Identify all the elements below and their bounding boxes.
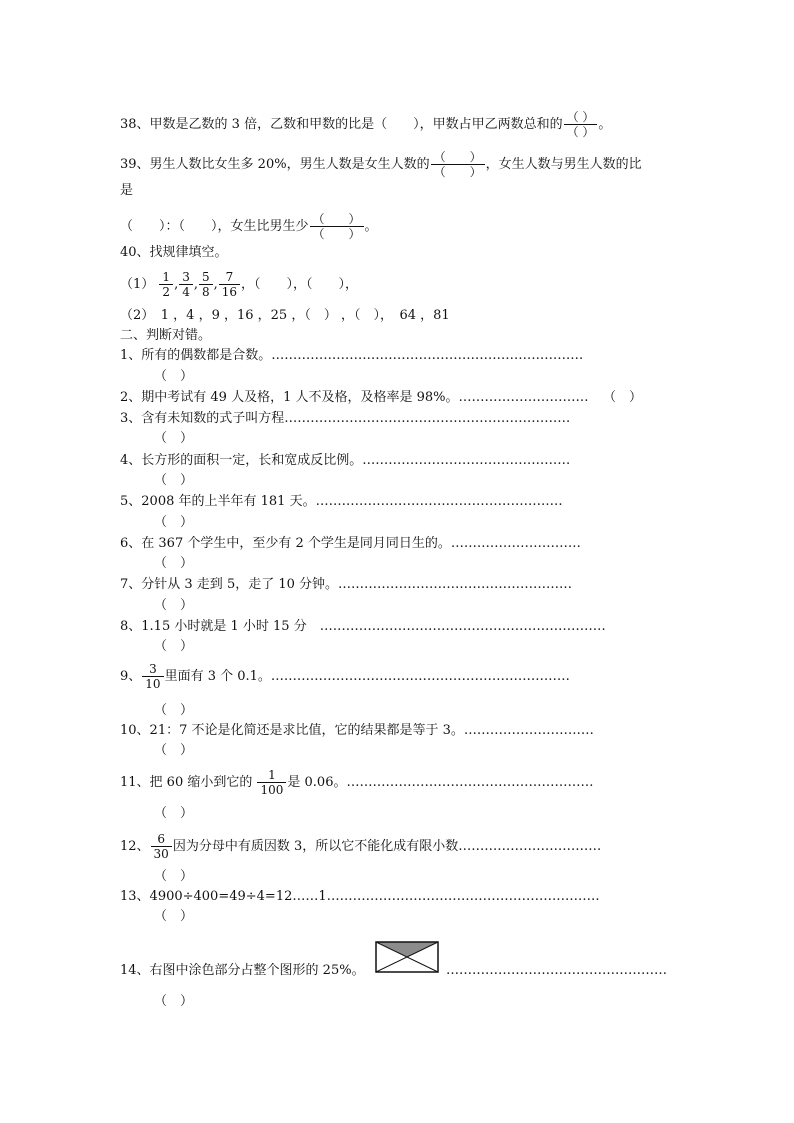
answer-paren[interactable]: （ ） — [603, 390, 643, 405]
fraction: $\frac{6}{30}$ — [151, 832, 172, 861]
q39-fraction-blank-2[interactable]: $\frac{( )}{( )}$ — [310, 212, 364, 241]
answer-paren[interactable]: （ ） — [154, 743, 194, 758]
q39-line3: （ ）：（ ），女生比男生少 $\frac{( )}{( )}$ 。 — [120, 212, 378, 241]
judge-item-13: 13、4900÷400=49÷4=12……1……………………………………………………… — [120, 889, 600, 904]
q38-fraction-blank[interactable]: $\frac{( )}{( )}$ — [564, 110, 598, 139]
q39-ratio-blank[interactable]: （ ）：（ ），女生比男生少 — [120, 219, 309, 234]
answer-paren[interactable]: （ ） — [154, 473, 194, 488]
answer-paren[interactable]: （ ） — [154, 703, 194, 718]
fraction: $\frac{1}{100}$ — [257, 768, 286, 797]
q40-sub2[interactable]: （2） 1 ，4 ，9 ，16 ，25 ，（ ） ，（ ）， 64 ，81 — [120, 308, 450, 323]
judge-item-4: 4、长方形的面积一定，长和宽成反比例。………………………………………… — [120, 453, 571, 468]
q39-text: 39、男生人数比女生多 20%，男生人数是女生人数的 — [120, 157, 430, 172]
judge-item-8: 8、1.15 小时就是 1 小时 15 分 ………………………………………………………… — [120, 619, 606, 634]
answer-paren[interactable]: （ ） — [154, 639, 194, 654]
q40-sub1: （1） $\frac{1}{2}$ , $\frac{3}{4}$ , $\frac{5}{8}$ , $\frac{7}{16}$ ，（ ），（ ）， — [120, 270, 359, 299]
sequence-fraction: $\frac{1}{2}$ — [159, 270, 173, 299]
question-38: 38、甲数是乙数的 3 倍，乙数和甲数的比是（ ），甲数占甲乙两数总和的 $\frac{( )}{( )}$ 。 — [120, 110, 612, 139]
answer-paren[interactable]: （ ） — [154, 556, 194, 571]
question-40-title: 40、找规律填空。 — [120, 245, 228, 260]
judge-item-7: 7、分针从 3 走到 5，走了 10 分钟。……………………………………………… — [120, 577, 573, 592]
sequence-fraction: $\frac{7}{16}$ — [219, 270, 240, 299]
judge-item-6: 6、在 367 个学生中，至少有 2 个学生是同月同日生的。………………………… — [120, 536, 581, 551]
judge-item-9: 9、 $\frac{3}{10}$ 里面有 3 个 0.1。…………………………………………………………… — [120, 662, 570, 691]
judge-item-2: 2、期中考试有 49 人及格，1 人不及格，及格率是 98%。………………………… — [120, 390, 589, 405]
judge-item-14: 14、右图中涂色部分占整个图形的 25%。 — [120, 963, 365, 978]
envelope-figure — [375, 941, 439, 973]
q40-sub1-blanks[interactable]: ，（ ），（ ）， — [241, 277, 359, 292]
judge-item-10: 10、21：7 不论是化简还是求比值，它的结果都是等于 3。………………………… — [120, 723, 594, 738]
q39-fraction-blank[interactable]: $\frac{( )}{( )}$ — [431, 150, 485, 179]
answer-paren[interactable]: （ ） — [154, 909, 194, 924]
q39-line2: 是 — [120, 183, 134, 198]
answer-paren[interactable]: （ ） — [154, 515, 194, 530]
q38-text: 38、甲数是乙数的 3 倍，乙数和甲数的比是（ ），甲数占甲乙两数总和的 — [120, 117, 563, 132]
sequence-fraction: $\frac{3}{4}$ — [179, 270, 193, 299]
answer-paren[interactable]: （ ） — [154, 806, 194, 821]
sequence-fraction: $\frac{5}{8}$ — [199, 270, 213, 299]
dot-leader: …………………………………………… — [446, 963, 667, 978]
section-title: 二、判断对错。 — [120, 328, 212, 343]
answer-paren[interactable]: （ ） — [154, 431, 194, 446]
answer-paren[interactable]: （ ） — [154, 598, 194, 613]
answer-paren[interactable]: （ ） — [154, 994, 194, 1009]
judge-item-1: 1、所有的偶数都是合数。……………………………………………………………… — [120, 348, 584, 363]
answer-paren[interactable]: （ ） — [154, 869, 194, 884]
judge-item-3: 3、含有未知数的式子叫方程………………………………………………………… — [120, 411, 571, 426]
answer-paren[interactable]: （ ） — [154, 369, 194, 384]
question-39: 39、男生人数比女生多 20%，男生人数是女生人数的 $\frac{( )}{( )}$ ，女生人数与男生人数的比 — [120, 150, 642, 179]
judge-item-5: 5、2008 年的上半年有 181 天。………………………………………………… — [120, 494, 563, 509]
fraction: $\frac{3}{10}$ — [142, 662, 163, 691]
judge-item-11: 11、把 60 缩小到它的 $\frac{1}{100}$ 是 0.06。………………………………………………… — [120, 768, 594, 797]
judge-item-12: 12、 $\frac{6}{30}$ 因为分母中有质因数 3，所以它不能化成有限小数…………………………… — [120, 832, 602, 861]
